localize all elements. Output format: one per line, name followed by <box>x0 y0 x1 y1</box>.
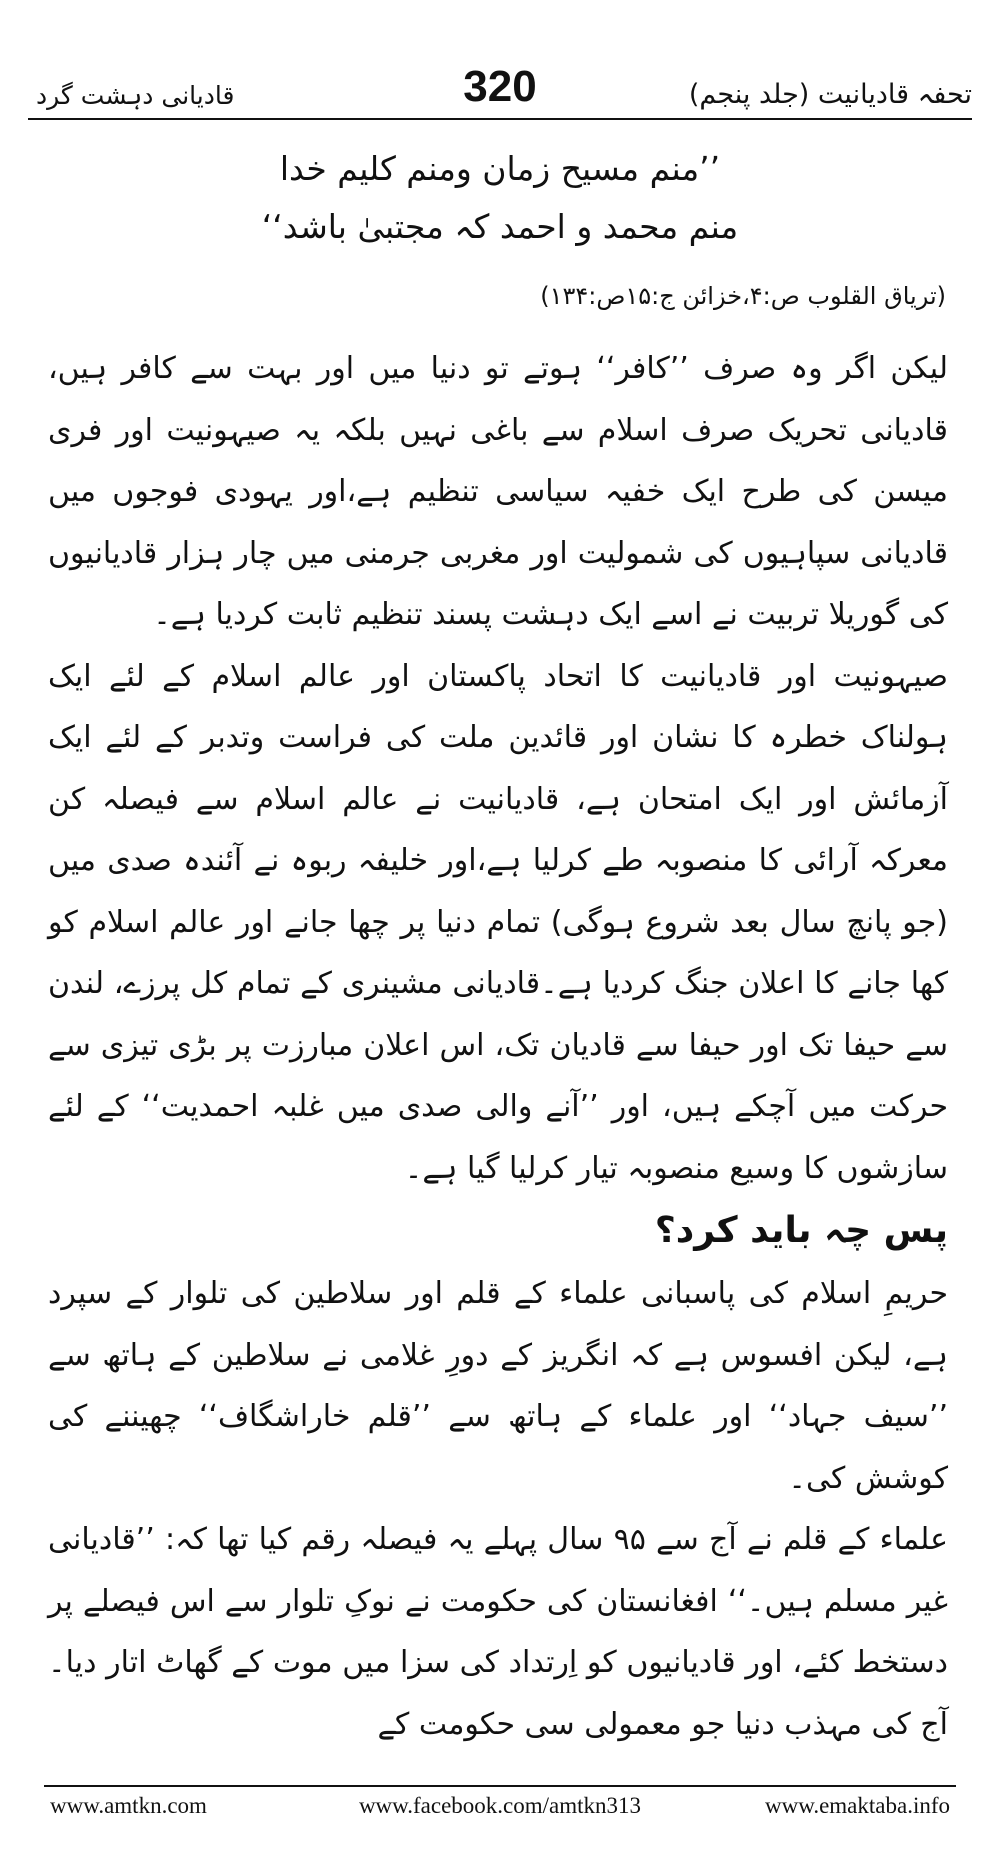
book-title: تحفہ قادیانیت (جلد پنجم) <box>688 79 972 110</box>
paragraph: صیہونیت اور قادیانیت کا اتحاد پاکستان اور عالم اسلام کے لئے ایک ہولناک خطرہ کا نشان اور قائدین ملت کی فراست وتدبر کے لئے ایک آزمائش اور ایک امتحان ہے، قادیانیت نے عالم اسلام سے فیصلہ کن معرکہ آرائی کا منصوبہ طے کرلیا ہے،اور خلیفہ ربوہ نے آئندہ صدی میں (جو پانچ سال بعد شروع ہوگی) تمام دنیا پر چھا جانے اور عالم اسلام کو کھا جانے کا اعلان جنگ کردیا ہے۔قادیانی مشینری کے تمام کل پرزے، لندن سے حیفا تک اور حیفا سے قادیان تک، اس اعلان مبارزت پر بڑی تیزی سے حرکت میں آچکے ہیں، اور ’’آنے والی صدی میں غلبہ احمدیت‘‘ کے لئے سازشوں کا وسیع منصوبہ تیار کرلیا گیا ہے۔ <box>48 658 948 1186</box>
paragraph: علماء کے قلم نے آج سے ۹۵ سال پہلے یہ فیصلہ رقم کیا تھا کہ: ’’قادیانی غیر مسلم ہیں۔‘‘ افغانستان کی حکومت نے نوکِ تلوار سے اس فیصلے پر دستخط کئے، اور قادیانیوں کو اِرتداد کی سزا میں موت کے گھاٹ اتار دیا۔آج کی مہذب دنیا جو معمولی سی حکومت کے <box>48 1522 948 1742</box>
page-footer <box>44 1785 956 1827</box>
reference-citation: (تریاق القلوب ص:۴،خزائن ج:۱۵ص:۱۳۴) <box>540 282 946 310</box>
poem-block <box>60 140 940 256</box>
footer-link-amtkn[interactable]: www.amtkn.com <box>50 1793 207 1818</box>
body-text <box>48 338 948 1755</box>
paragraph: حریمِ اسلام کی پاسبانی علماء کے قلم اور سلاطین کی تلوار کے سپرد ہے، لیکن افسوس ہے کہ انگریز کے دورِ غلامی نے سلاطین کے ہاتھ سے ’’سیف جہاد‘‘ اور علماء کے ہاتھ سے ’’قلم خاراشگاف‘‘ چھیننے کی کوشش کی۔ <box>48 1276 948 1496</box>
page-number: 320 <box>463 62 537 111</box>
poem-line: ’’منم مسیح زمان ومنم کلیم خدا <box>279 149 721 188</box>
chapter-title: قادیانی دہشت گرد <box>36 81 235 110</box>
poem-line: منم محمد و احمد کہ مجتبیٰ باشد‘‘ <box>261 207 739 246</box>
footer-link-facebook[interactable]: www.facebook.com/amtkn313 <box>358 1793 642 1818</box>
footer-link-emaktaba[interactable]: www.emaktaba.info <box>765 1793 950 1818</box>
paragraph: لیکن اگر وہ صرف ’’کافر‘‘ ہوتے تو دنیا میں اور بہت سے کافر ہیں، قادیانی تحریک صرف اسلام سے باغی نہیں بلکہ یہ صیہونیت اور فری میسن کی طرح ایک خفیہ سیاسی تنظیم ہے،اور یہودی فوجوں میں قادیانی سپاہیوں کی شمولیت اور مغربی جرمنی میں چار ہزار قادیانیوں کی گوریلا تربیت نے اسے ایک دہشت پسند تنظیم ثابت کردیا ہے۔ <box>48 351 948 632</box>
page-header <box>28 62 972 120</box>
section-heading: پس چہ باید کرد؟ <box>654 1210 948 1251</box>
